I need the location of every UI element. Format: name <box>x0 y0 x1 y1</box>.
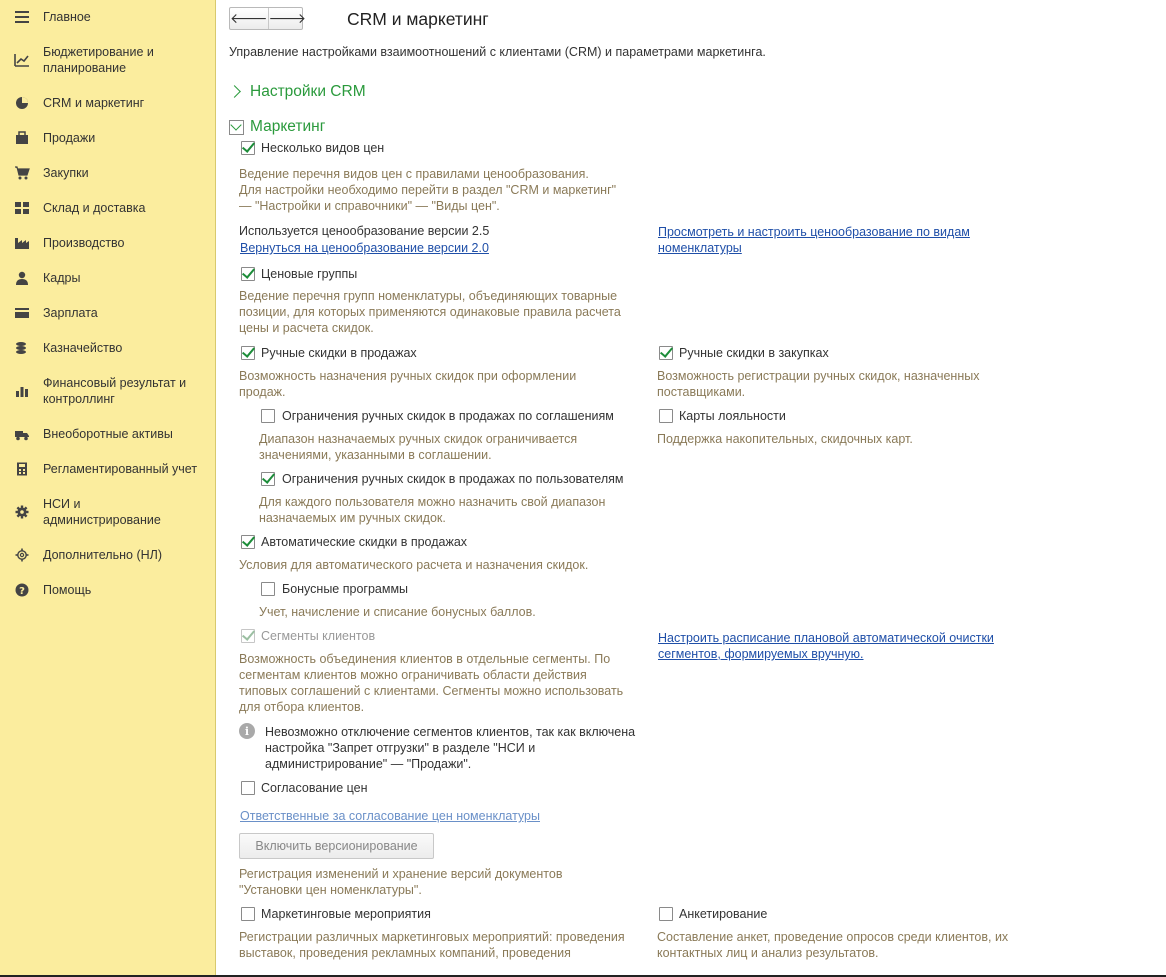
bar-chart-icon <box>12 383 32 399</box>
limit-agreements-label[interactable]: Ограничения ручных скидок в продажах по соглашениям <box>282 409 614 423</box>
manual-sales-label[interactable]: Ручные скидки в продажах <box>261 346 417 360</box>
auto-discounts-checkbox[interactable] <box>241 535 255 549</box>
sidebar-item-regulated-accounting[interactable] <box>0 461 205 477</box>
sidebar-item-help[interactable] <box>0 582 99 598</box>
budget-chart-icon <box>12 52 32 68</box>
sidebar-item-label: Продажи <box>43 131 96 145</box>
sidebar-item-main[interactable] <box>0 9 99 25</box>
sidebar-item-label: Главное <box>43 10 91 24</box>
surveys-hint: Составление анкет, проведение опросов среди клиентов, их контактных лиц и анализ результатов. <box>657 930 1009 960</box>
manual-sales-hint: Возможность назначения ручных скидок при оформлении продаж. <box>239 369 577 399</box>
pricing-view-link[interactable]: Просмотреть и настроить ценообразование по видам номенклатуры <box>658 225 970 255</box>
sidebar-item-label: Внеоборотные активы <box>43 427 173 441</box>
person-icon <box>12 270 32 286</box>
back-button[interactable] <box>230 8 268 29</box>
arrow-right-icon: 🡒 <box>268 10 307 26</box>
sidebar-item-label: Дополнительно (НЛ) <box>43 548 162 562</box>
sidebar-item-label: CRM и маркетинг <box>43 96 145 110</box>
enable-versioning-button[interactable]: Включить версионирование <box>239 833 434 859</box>
arrow-left-icon: 🡐 <box>230 10 268 26</box>
sidebar-item-admin[interactable] <box>0 496 169 528</box>
segments-checkbox <box>241 629 255 643</box>
bonus-programs-label[interactable]: Бонусные программы <box>282 582 409 596</box>
surveys-checkbox[interactable] <box>659 907 673 921</box>
chevron-right-icon[interactable] <box>228 85 241 98</box>
price-groups-hint: Ведение перечня групп номенклатуры, объединяющих товарные позиции, для которых применяются одинаковые правила расчета цены и расчета скидок. <box>239 289 621 335</box>
approval-responsible-link[interactable]: Ответственные за согласование цен номенклатуры <box>240 809 540 823</box>
truck-icon <box>12 426 32 442</box>
warehouse-icon <box>12 200 32 216</box>
marketing-events-hint: Регистрации различных маркетинговых мероприятий: проведения выставок, проведения рекламных компаний, проведения <box>239 930 625 960</box>
sidebar-item-warehouse[interactable] <box>0 200 153 216</box>
price-approval-label[interactable]: Согласование цен <box>261 781 368 795</box>
marketing-events-checkbox[interactable] <box>241 907 255 921</box>
sidebar-item-label: Склад и доставка <box>43 201 146 215</box>
cart-icon <box>12 165 32 181</box>
limit-users-checkbox[interactable] <box>261 472 275 486</box>
page-title: CRM и маркетинг <box>347 9 489 29</box>
sidebar-item-label: Кадры <box>43 271 81 285</box>
sidebar-item-label: Финансовый результат и контроллинг <box>43 376 187 406</box>
loyalty-cards-checkbox[interactable] <box>659 409 673 423</box>
surveys-label[interactable]: Анкетирование <box>679 907 768 921</box>
sidebar-item-label: Производство <box>43 236 125 250</box>
group-marketing[interactable]: Маркетинг <box>250 118 326 135</box>
main-content <box>217 0 1166 977</box>
loyalty-cards-hint: Поддержка накопительных, скидочных карт. <box>657 432 913 446</box>
limit-users-hint: Для каждого пользователя можно назначить свой диапазон назначаемых им ручных скидок. <box>259 495 606 525</box>
manual-purchases-checkbox[interactable] <box>659 346 673 360</box>
pricing-version-text: Используется ценообразование версии 2.5 <box>239 224 490 238</box>
sidebar-item-label: Закупки <box>43 166 89 180</box>
price-types-label[interactable]: Несколько видов цен <box>261 141 385 155</box>
sidebar-item-budgeting[interactable] <box>0 44 162 76</box>
limit-agreements-hint: Диапазон назначаемых ручных скидок ограничивается значениями, указанными в соглашении. <box>259 432 578 462</box>
sidebar <box>0 0 216 977</box>
pie-chart-icon <box>12 95 32 111</box>
segments-info-message: Невозможно отключение сегментов клиентов, так как включена настройка "Запрет отгрузки" в разделе "НСИ и администрирование" — "Продажи". <box>265 725 636 771</box>
sidebar-item-crm[interactable] <box>0 95 152 111</box>
forward-button[interactable] <box>268 8 307 29</box>
versioning-hint: Регистрация изменений и хранение версий документов "Установки цен номенклатуры". <box>239 867 563 897</box>
sidebar-item-hr[interactable] <box>0 270 88 286</box>
pricing-back-link[interactable]: Вернуться на ценообразование версии 2.0 <box>240 241 489 255</box>
sidebar-item-salary[interactable] <box>0 305 106 321</box>
manual-purchases-label[interactable]: Ручные скидки в закупках <box>679 346 829 360</box>
sidebar-item-label: Помощь <box>43 583 92 597</box>
help-icon <box>12 582 32 598</box>
loyalty-cards-label[interactable]: Карты лояльности <box>679 409 786 423</box>
info-icon: i <box>239 723 255 739</box>
group-crm-settings[interactable]: Настройки CRM <box>250 83 366 100</box>
limit-users-label[interactable]: Ограничения ручных скидок в продажах по пользователям <box>282 472 624 486</box>
calculator-icon <box>12 461 32 477</box>
price-types-hint: Ведение перечня видов цен с правилами ценообразования. Для настройки необходимо перейти в раздел "CRM и маркетинг" — "Настройки и справочники" — "Виды цен". <box>239 167 617 213</box>
coins-icon <box>12 340 32 356</box>
svg-text:?: ? <box>19 586 25 597</box>
sidebar-item-financial-result[interactable] <box>0 375 194 407</box>
sidebar-item-treasury[interactable] <box>0 340 130 356</box>
page-description: Управление настройками взаимоотношений с клиентами (CRM) и параметрами маркетинга. <box>229 45 766 59</box>
segments-label: Сегменты клиентов <box>261 629 376 643</box>
sidebar-item-purchases[interactable] <box>0 165 97 181</box>
sidebar-item-label: Казначейство <box>43 341 123 355</box>
sidebar-item-label: НСИ и администрирование <box>43 497 161 527</box>
briefcase-icon <box>12 130 32 146</box>
price-types-checkbox[interactable] <box>241 141 255 155</box>
history-nav <box>229 7 307 30</box>
price-groups-label[interactable]: Ценовые группы <box>261 267 358 281</box>
chevron-down-icon <box>230 119 241 130</box>
price-approval-checkbox[interactable] <box>241 781 255 795</box>
sidebar-item-sales[interactable] <box>0 130 103 146</box>
sidebar-item-label: Регламентированный учет <box>43 462 198 476</box>
card-icon <box>12 305 32 321</box>
sidebar-item-production[interactable] <box>0 235 133 251</box>
gear-outline-icon <box>12 547 32 563</box>
manual-purchases-hint: Возможность регистрации ручных скидок, назначенных поставщиками. <box>657 369 980 399</box>
group-toggle[interactable] <box>229 120 244 135</box>
sidebar-item-additional[interactable] <box>0 547 170 563</box>
marketing-events-label[interactable]: Маркетинговые мероприятия <box>261 907 431 921</box>
factory-icon <box>12 235 32 251</box>
auto-discounts-label[interactable]: Автоматические скидки в продажах <box>261 535 468 549</box>
gear-icon <box>12 504 32 520</box>
bonus-programs-hint: Учет, начисление и списание бонусных баллов. <box>259 605 536 619</box>
menu-icon <box>12 9 32 25</box>
segments-schedule-link[interactable]: Настроить расписание плановой автоматической очистки сегментов, формируемых вручную. <box>658 631 994 661</box>
auto-discounts-hint: Условия для автоматического расчета и назначения скидок. <box>239 558 589 572</box>
sidebar-item-fixed-assets[interactable] <box>0 426 181 442</box>
sidebar-item-label: Бюджетирование и планирование <box>43 45 154 75</box>
manual-sales-checkbox[interactable] <box>241 346 255 360</box>
bonus-programs-checkbox[interactable] <box>261 582 275 596</box>
segments-hint: Возможность объединения клиентов в отдельные сегменты. По сегментам клиентов можно ограничивать области действия типовых соглашений с клиентами. Сегменты можно использовать для отбора клиентов. <box>239 652 624 714</box>
sidebar-item-label: Зарплата <box>43 306 98 320</box>
price-groups-checkbox[interactable] <box>241 267 255 281</box>
limit-agreements-checkbox[interactable] <box>261 409 275 423</box>
